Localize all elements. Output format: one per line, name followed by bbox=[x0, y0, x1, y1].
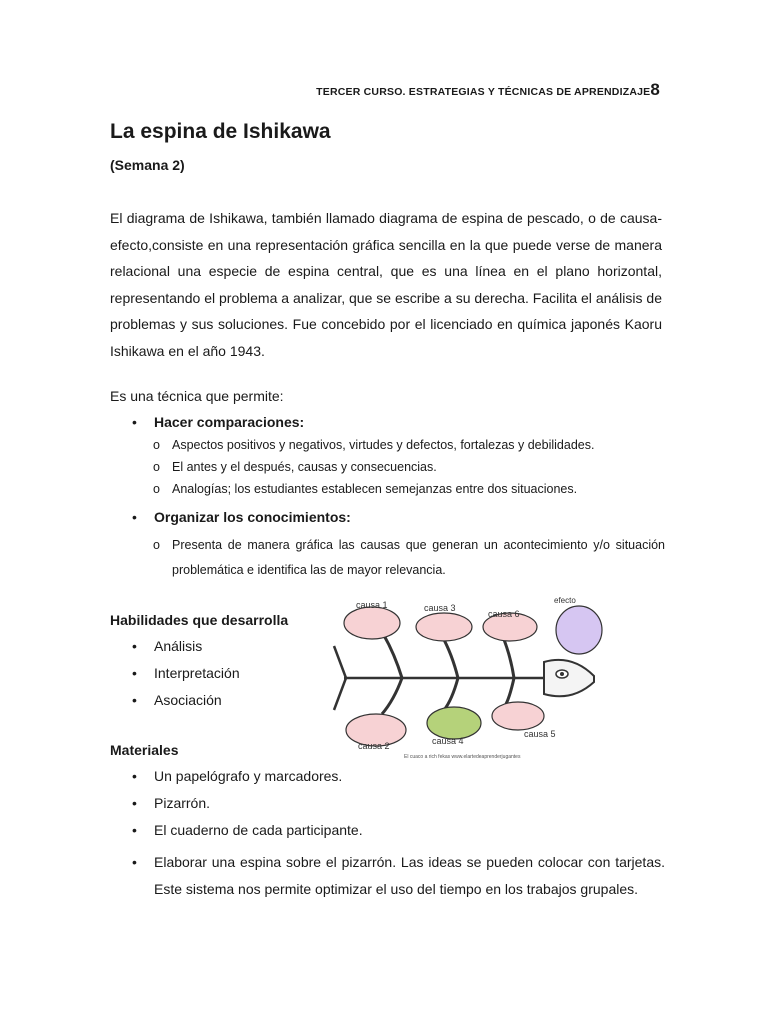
list-item bbox=[110, 665, 330, 692]
effect-label: efecto bbox=[554, 596, 576, 605]
list-item bbox=[110, 768, 665, 795]
list-item bbox=[110, 509, 665, 533]
skill-label: Interpretación bbox=[154, 665, 240, 681]
materials-list bbox=[110, 768, 665, 903]
bone-line bbox=[506, 678, 514, 704]
bone-line bbox=[382, 678, 402, 714]
list-item bbox=[110, 638, 330, 665]
intro-paragraph bbox=[110, 205, 662, 364]
list-item bbox=[110, 692, 330, 719]
list-item bbox=[110, 482, 665, 509]
effect-bubble bbox=[556, 606, 602, 654]
list-item bbox=[110, 533, 665, 583]
bullet-icon: • bbox=[132, 822, 137, 838]
materials-heading: Materiales bbox=[110, 742, 179, 758]
material-label: Un papelógrafo y marcadores. bbox=[154, 768, 343, 784]
list-item bbox=[110, 795, 665, 822]
skills-heading: Habilidades que desarrolla bbox=[110, 612, 289, 628]
cause-bubble bbox=[344, 607, 400, 639]
circle-bullet-icon: o bbox=[153, 538, 160, 552]
material-label: El cuaderno de cada participante. bbox=[154, 822, 363, 838]
list-item bbox=[110, 414, 665, 438]
list-item bbox=[110, 438, 665, 460]
skills-list bbox=[110, 638, 330, 719]
cause-label: causa 2 bbox=[358, 741, 390, 751]
bullet-icon: • bbox=[132, 768, 137, 784]
circle-bullet-icon: o bbox=[153, 438, 160, 452]
page-title: La espina de Ishikawa bbox=[110, 120, 331, 143]
cause-label: causa 1 bbox=[356, 600, 388, 610]
skill-label: Análisis bbox=[154, 638, 203, 654]
bullet-icon: • bbox=[132, 509, 137, 525]
fishbone-diagram bbox=[332, 592, 622, 764]
bullet-icon: • bbox=[132, 854, 137, 870]
technique-label: Organizar los conocimientos: bbox=[154, 509, 351, 525]
fish-pupil-icon bbox=[560, 672, 564, 676]
bone-line bbox=[382, 632, 402, 678]
technique-label: Hacer comparaciones: bbox=[154, 414, 305, 430]
techniques-list bbox=[110, 414, 665, 583]
fish-head-icon bbox=[544, 660, 594, 696]
cause-label: causa 5 bbox=[524, 729, 556, 739]
cause-bubble bbox=[416, 613, 472, 641]
technique-detail: Presenta de manera gráfica las causas que generan un acontecimiento y/o situación problemática e identifica las de mayor relevancia. bbox=[172, 538, 665, 577]
circle-bullet-icon: o bbox=[153, 482, 160, 496]
lead-text: Es una técnica que permite: bbox=[110, 388, 284, 404]
bullet-icon: • bbox=[132, 665, 137, 681]
technique-detail: Aspectos positivos y negativos, virtudes y defectos, fortalezas y debilidades. bbox=[172, 438, 595, 452]
page-subtitle: (Semana 2) bbox=[110, 157, 185, 173]
bullet-icon: • bbox=[132, 692, 137, 708]
cause-bubble bbox=[427, 707, 481, 739]
running-header bbox=[316, 80, 660, 100]
technique-detail: El antes y el después, causas y consecuencias. bbox=[172, 460, 437, 474]
material-label: Elaborar una espina sobre el pizarrón. Las ideas se pueden colocar con tarjetas. Este sistema nos permite optimizar el uso del tiempo en los trabajos grupales. bbox=[154, 854, 665, 897]
cause-label: causa 6 bbox=[488, 609, 520, 619]
bullet-icon: • bbox=[132, 795, 137, 811]
bullet-icon: • bbox=[132, 638, 137, 654]
material-label: Pizarrón. bbox=[154, 795, 211, 811]
cause-label: causa 3 bbox=[424, 603, 456, 613]
list-item bbox=[110, 849, 665, 903]
cause-label: causa 4 bbox=[432, 736, 464, 746]
bullet-icon: • bbox=[132, 414, 137, 430]
technique-detail: Analogías; los estudiantes establecen semejanzas entre dos situaciones. bbox=[172, 482, 578, 496]
skill-label: Asociación bbox=[154, 692, 222, 708]
diagram-credit: El cuaco a rich fekas www.elartedeaprenderjugantes bbox=[404, 754, 521, 760]
bone-line bbox=[444, 678, 458, 710]
bone-line bbox=[442, 636, 458, 678]
cause-bubble bbox=[492, 702, 544, 730]
list-item bbox=[110, 460, 665, 482]
circle-bullet-icon: o bbox=[153, 460, 160, 474]
running-title: TERCER CURSO. ESTRATEGIAS Y TÉCNICAS DE APRENDIZAJE bbox=[316, 86, 651, 98]
list-item bbox=[110, 822, 665, 849]
page-number: 8 bbox=[650, 80, 660, 99]
intro-text: El diagrama de Ishikawa, también llamado diagrama de espina de pescado, o de causa-efecto,consiste en una representación gráfica sencilla en la que puede verse de manera relacional una especie de espina central, que es una línea en el plano horizontal, representando el problema a analizar, que se escribe a su derecha. Facilita el análisis de problemas y sus soluciones. Fue concebido por el licenciado en química japonés Kaoru Ishikawa en el año 1943. bbox=[110, 210, 662, 359]
